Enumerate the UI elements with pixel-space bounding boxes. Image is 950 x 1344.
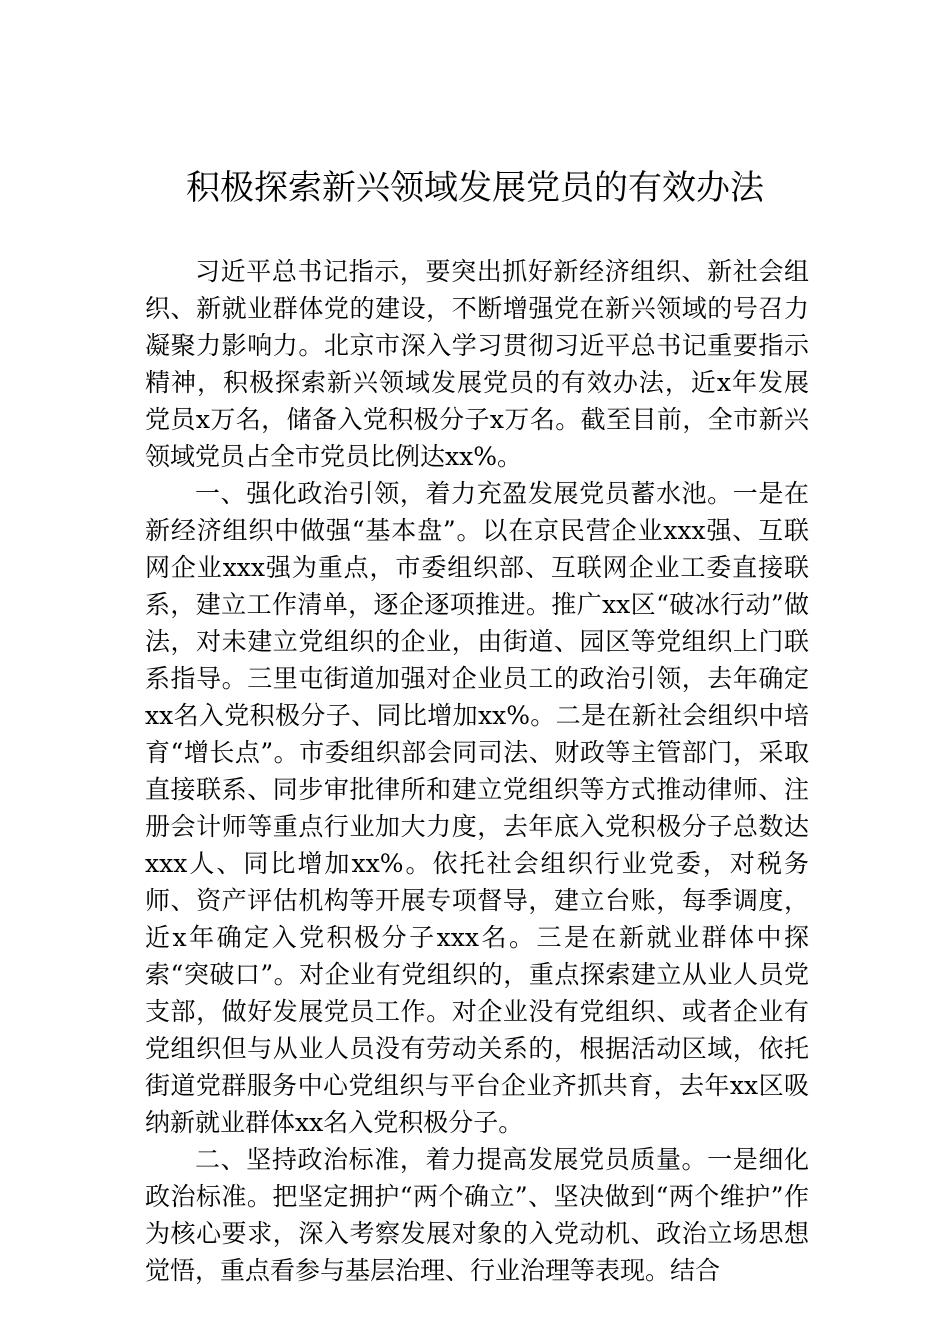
- document-title: 积极探索新兴领域发展党员的有效办法: [186, 168, 764, 208]
- paragraph-intro: 习近平总书记指示，要突出抓好新经济组织、新社会组织、新就业群体党的建设，不断增强党在新兴领域的号召力凝聚力影响力。北京市深入学习贯彻习近平总书记重要指示精神，积极探索新兴领域发展党员的有效办法，近x年发展党员x万名，储备入党积极分子x万名。截至目前，全市新兴领域党员占全市党员比例达xx%。: [145, 257, 809, 471]
- paragraph-section-two: 二、坚持政治标准，着力提高发展党员质量。一是细化政治标准。把坚定拥护“两个确立”、坚决做到“两个维护”作为核心要求，深入考察发展对象的入党动机、政治立场思想觉悟，重点看参与基层治理、行业治理等表现。结合: [145, 1145, 809, 1285]
- paragraph-section-one: 一、强化政治引领，着力充盈发展党员蓄水池。一是在新经济组织中做强“基本盘”。以在京民营企业xxx强、互联网企业xxx强为重点，市委组织部、互联网企业工委直接联系，建立工作清单，逐企逐项推进。推广xx区“破冰行动”做法，对未建立党组织的企业，由街道、园区等党组织上门联系指导。三里屯街道加强对企业员工的政治引领，去年确定xx名入党积极分子、同比增加xx%。二是在新社会组织中培育“增长点”。市委组织部会同司法、财政等主管部门，采取直接联系、同步审批律所和建立党组织等方式推动律师、注册会计师等重点行业加大力度，去年底入党积极分子总数达xxx人、同比增加xx%。依托社会组织行业党委，对税务师、资产评估机构等开展专项督导，建立台账，每季调度，近x年确定入党积极分子xxx名。三是在新就业群体中探索“突破口”。对企业有党组织的，重点探索建立从业人员党支部，做好发展党员工作。对企业没有党组织、或者企业有党组织但与从业人员没有劳动关系的，根据活动区域，依托街道党群服务中心党组织与平台企业齐抓共育，去年xx区吸纳新就业群体xx名入党积极分子。: [145, 479, 809, 1137]
- document-body: [145, 253, 809, 1289]
